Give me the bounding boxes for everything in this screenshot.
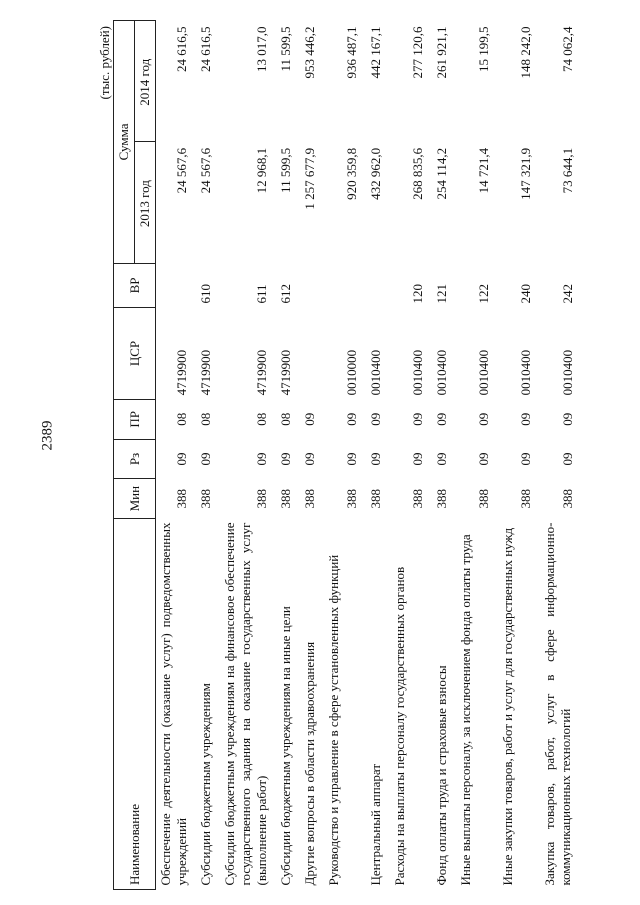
row-csr: 4719900 bbox=[278, 349, 293, 396]
row-amount-2014: 953 446,2 bbox=[302, 26, 317, 79]
row-rz: 09 bbox=[174, 452, 189, 466]
row-rz: 09 bbox=[518, 452, 533, 466]
row-amount-2013: 268 835,6 bbox=[410, 147, 425, 200]
row-pr: 08 bbox=[174, 412, 189, 426]
row-amount-2013: 11 599,5 bbox=[278, 147, 293, 193]
row-rz: 09 bbox=[302, 452, 317, 466]
row-name: Центральный аппарат bbox=[368, 763, 383, 886]
row-vr bbox=[324, 263, 366, 307]
row-name: Закупка товаров, работ, услуг в сфере информационно-коммуникационных технологий bbox=[542, 522, 573, 886]
row-amount-2013: 147 321,9 bbox=[518, 147, 533, 200]
row-amount-2014: 148 242,0 bbox=[518, 26, 533, 79]
row-min: 388 bbox=[198, 488, 213, 509]
row-amount-2014: 24 616,5 bbox=[174, 26, 189, 72]
row-csr: 4719900 bbox=[254, 349, 269, 396]
row-csr: 0010400 bbox=[518, 349, 533, 396]
row-name: Руководство и управление в сфере установленных функций bbox=[326, 554, 341, 886]
header-sum: Сумма bbox=[114, 21, 135, 264]
row-amount-2013: 73 644,1 bbox=[560, 147, 575, 194]
row-pr: 09 bbox=[560, 412, 575, 426]
row-amount-2014: 24 616,5 bbox=[198, 26, 213, 72]
table-header bbox=[114, 21, 156, 890]
row-min: 388 bbox=[174, 488, 189, 509]
row-vr bbox=[300, 263, 324, 307]
table-row bbox=[390, 21, 432, 890]
table-row bbox=[540, 21, 582, 890]
row-pr: 08 bbox=[254, 412, 269, 426]
page-number: 2389 bbox=[39, 420, 56, 451]
row-csr: 0010000 bbox=[344, 349, 359, 396]
row-pr: 09 bbox=[434, 412, 449, 426]
row-csr: 0010400 bbox=[476, 349, 491, 396]
row-csr: 0010400 bbox=[560, 349, 575, 396]
row-min: 388 bbox=[560, 488, 575, 509]
row-amount-2014: 13 017,0 bbox=[254, 26, 269, 72]
row-min: 388 bbox=[344, 488, 359, 509]
row-name: Обеспечение деятельности (оказание услуг) подведомственных учреждений bbox=[158, 522, 189, 886]
row-min: 388 bbox=[518, 488, 533, 509]
header-csr: ЦСР bbox=[114, 308, 156, 400]
table-row bbox=[220, 21, 276, 890]
row-min: 388 bbox=[278, 488, 293, 509]
row-amount-2014: 74 062,4 bbox=[560, 26, 575, 72]
header-2014: 2014 год bbox=[135, 21, 156, 142]
units-label: (тыс. рублей) bbox=[97, 26, 112, 100]
row-vr bbox=[156, 263, 197, 307]
row-amount-2013: 920 359,8 bbox=[344, 147, 359, 200]
row-pr: 09 bbox=[302, 412, 317, 426]
row-pr: 09 bbox=[476, 412, 491, 426]
table-body bbox=[156, 21, 583, 890]
row-name: Субсидии бюджетным учреждениям bbox=[198, 683, 213, 886]
row-rz: 09 bbox=[560, 452, 575, 466]
row-min: 388 bbox=[302, 488, 317, 509]
table-row bbox=[366, 21, 390, 890]
table-row bbox=[456, 21, 498, 890]
table-row bbox=[300, 21, 324, 890]
row-rz: 09 bbox=[434, 452, 449, 466]
header-2013: 2013 год bbox=[135, 142, 156, 263]
row-vr: 242 bbox=[560, 284, 575, 304]
row-min: 388 bbox=[434, 488, 449, 509]
row-amount-2014: 442 167,1 bbox=[368, 26, 383, 79]
row-amount-2014: 11 599,5 bbox=[278, 26, 293, 72]
header-min: Мин bbox=[114, 479, 156, 519]
row-rz: 09 bbox=[410, 452, 425, 466]
row-amount-2013: 1 257 677,9 bbox=[302, 147, 317, 210]
row-rz: 09 bbox=[344, 452, 359, 466]
row-vr: 612 bbox=[278, 284, 293, 304]
row-name: Иные закупки товаров, работ и услуг для государственных нужд bbox=[500, 527, 515, 886]
row-pr: 09 bbox=[518, 412, 533, 426]
row-min: 388 bbox=[368, 488, 383, 509]
row-amount-2013: 254 114,2 bbox=[434, 147, 449, 200]
table-row bbox=[432, 21, 456, 890]
row-name: Расходы на выплаты персоналу государственных органов bbox=[392, 566, 407, 886]
table-row bbox=[156, 21, 197, 890]
row-csr: 0010400 bbox=[434, 349, 449, 396]
header-pr: ПР bbox=[114, 399, 156, 439]
row-vr: 120 bbox=[410, 284, 425, 304]
header-vr: ВР bbox=[114, 263, 156, 307]
row-name: Субсидии бюджетным учреждениям на финансовое обеспечение государственного задания на оказание государственных услуг (выполнение работ) bbox=[222, 522, 269, 886]
row-csr: 0010400 bbox=[410, 349, 425, 396]
row-amount-2013: 24 567,6 bbox=[198, 147, 213, 194]
row-pr: 09 bbox=[368, 412, 383, 426]
row-csr: 4719900 bbox=[174, 349, 189, 396]
table-row bbox=[276, 21, 300, 890]
row-name: Фонд оплаты труда и страховые взносы bbox=[434, 665, 449, 886]
row-pr: 08 bbox=[198, 412, 213, 426]
row-amount-2014: 261 921,1 bbox=[434, 26, 449, 79]
header-rz: Рз bbox=[114, 439, 156, 479]
row-amount-2013: 432 962,0 bbox=[368, 147, 383, 200]
header-name: Наименование bbox=[114, 519, 156, 890]
row-pr: 09 bbox=[410, 412, 425, 426]
row-csr: 0010400 bbox=[368, 349, 383, 396]
row-csr: 4719900 bbox=[198, 349, 213, 396]
row-amount-2014: 15 199,5 bbox=[476, 26, 491, 72]
row-min: 388 bbox=[254, 488, 269, 509]
row-amount-2014: 277 120,6 bbox=[410, 26, 425, 79]
table-row bbox=[324, 21, 366, 890]
row-pr: 08 bbox=[278, 412, 293, 426]
row-vr: 240 bbox=[518, 284, 533, 304]
row-amount-2013: 12 968,1 bbox=[254, 147, 269, 194]
row-name: Субсидии бюджетным учреждениям на иные цели bbox=[278, 606, 293, 886]
row-csr bbox=[300, 308, 324, 400]
row-amount-2014: 936 487,1 bbox=[344, 26, 359, 79]
row-vr: 122 bbox=[476, 284, 491, 304]
row-vr: 610 bbox=[198, 284, 213, 304]
row-min: 388 bbox=[476, 488, 491, 509]
row-name: Иные выплаты персоналу, за исключением фонда оплаты труда bbox=[458, 534, 473, 886]
row-pr: 09 bbox=[344, 412, 359, 426]
row-amount-2013: 14 721,4 bbox=[476, 147, 491, 194]
row-rz: 09 bbox=[368, 452, 383, 466]
rotated-table-sheet bbox=[95, 20, 575, 890]
table-row bbox=[498, 21, 540, 890]
row-vr: 121 bbox=[434, 284, 449, 304]
row-min: 388 bbox=[410, 488, 425, 509]
row-rz: 09 bbox=[476, 452, 491, 466]
row-vr: 611 bbox=[254, 284, 269, 304]
budget-table bbox=[113, 20, 582, 890]
row-vr bbox=[366, 263, 390, 307]
row-rz: 09 bbox=[198, 452, 213, 466]
row-name: Другие вопросы в области здравоохранения bbox=[302, 641, 317, 886]
table-row bbox=[196, 21, 220, 890]
row-rz: 09 bbox=[278, 452, 293, 466]
row-rz: 09 bbox=[254, 452, 269, 466]
row-amount-2013: 24 567,6 bbox=[174, 147, 189, 194]
